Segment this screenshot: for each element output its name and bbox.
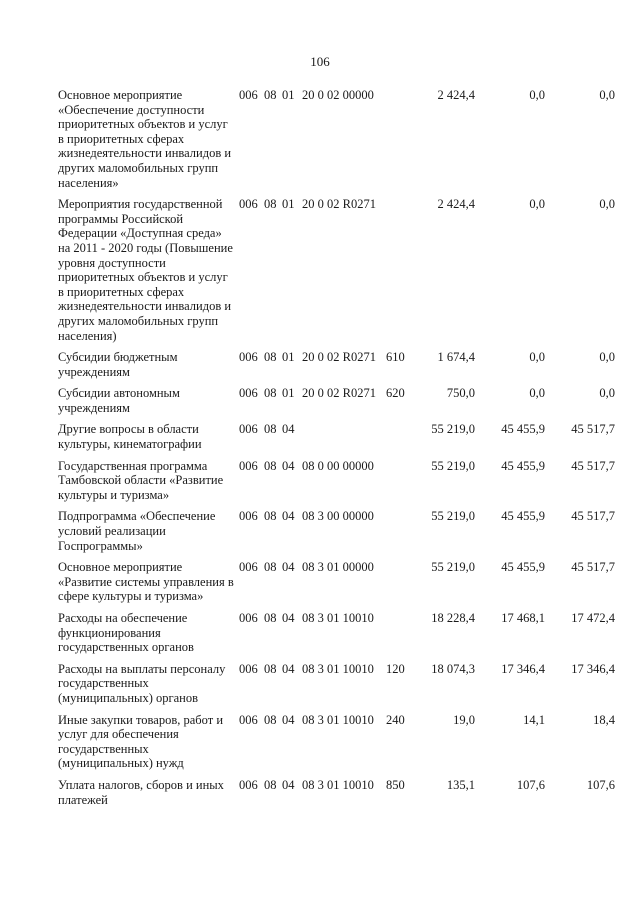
subsection-code: 01 [282, 197, 295, 212]
section-code: 08 [264, 509, 277, 524]
ministry-code: 006 [239, 350, 258, 365]
amount-year-3: 0,0 [599, 350, 615, 365]
table-row [0, 778, 640, 807]
amount-year-3: 45 517,7 [571, 422, 615, 437]
table-row [0, 560, 640, 604]
amount-year-2: 17 468,1 [501, 611, 545, 625]
amount-year-3: 45 517,7 [571, 560, 615, 575]
row-name: Субсидии бюджетным учреждениям [58, 350, 178, 379]
amount-year-2: 0,0 [529, 88, 545, 102]
target-article-code: 20 0 02 R0271 [302, 350, 376, 365]
amount-year-1: 18 228,4 [431, 611, 475, 625]
subsection-code: 04 [282, 611, 295, 625]
amount-year-1: 55 219,0 [431, 560, 475, 575]
ministry-code: 006 [239, 661, 258, 676]
section-code: 08 [264, 350, 277, 365]
table-row [0, 662, 640, 706]
row-name: Основное мероприятие «Обеспечение доступности приоритетных объектов и услуг в приоритетных сферах жизнедеятельности инвалидов и других маломобильных групп населения» [58, 88, 232, 190]
subsection-code: 01 [282, 88, 295, 102]
amount-year-2: 45 455,9 [501, 422, 545, 437]
table-row [0, 197, 640, 343]
section-code: 08 [264, 777, 277, 792]
ministry-code: 006 [239, 777, 258, 792]
amount-year-3: 0,0 [599, 386, 615, 401]
target-article-code: 20 0 02 R0271 [302, 386, 376, 401]
amount-year-1: 19,0 [453, 712, 475, 727]
row-name: Основное мероприятие «Развитие системы управления в сфере культуры и туризма» [58, 560, 234, 604]
target-article-code: 20 0 02 00000 [302, 88, 374, 102]
table-row [0, 459, 640, 503]
table-row [0, 509, 640, 553]
amount-year-3: 18,4 [593, 712, 615, 727]
subsection-code: 01 [282, 350, 295, 365]
target-article-code: 08 3 01 10010 [302, 777, 374, 792]
subsection-code: 04 [282, 661, 295, 676]
amount-year-3: 45 517,7 [571, 509, 615, 524]
ministry-code: 006 [239, 386, 258, 401]
row-name: Субсидии автономным учреждениям [58, 386, 180, 415]
amount-year-1: 135,1 [446, 777, 475, 792]
section-code: 08 [264, 386, 277, 401]
section-code: 08 [264, 560, 277, 575]
target-article-code: 08 0 00 00000 [302, 458, 374, 473]
subsection-code: 04 [282, 777, 295, 792]
table-row [0, 422, 640, 451]
row-name: Другие вопросы в области культуры, кинематографии [58, 422, 202, 452]
amount-year-1: 2 424,4 [437, 197, 475, 212]
amount-year-1: 750,0 [446, 386, 475, 401]
amount-year-3: 17 346,4 [571, 661, 615, 676]
amount-year-2: 0,0 [529, 386, 545, 401]
table-row [0, 713, 640, 771]
subsection-code: 01 [282, 386, 295, 401]
amount-year-1: 1 674,4 [437, 350, 475, 365]
ministry-code: 006 [239, 509, 258, 524]
amount-year-1: 55 219,0 [431, 422, 475, 437]
amount-year-2: 0,0 [529, 197, 545, 212]
subsection-code: 04 [282, 422, 295, 437]
table-row [0, 88, 640, 190]
expense-type-code: 620 [386, 386, 405, 401]
ministry-code: 006 [239, 197, 258, 212]
section-code: 08 [264, 458, 277, 473]
section-code: 08 [264, 661, 277, 676]
expense-type-code: 120 [386, 661, 405, 676]
amount-year-3: 0,0 [599, 88, 615, 102]
subsection-code: 04 [282, 509, 295, 524]
amount-year-2: 107,6 [516, 777, 545, 792]
ministry-code: 006 [239, 88, 258, 102]
amount-year-2: 17 346,4 [501, 661, 545, 676]
row-name: Расходы на обеспечение функционирования государственных органов [58, 611, 194, 655]
section-code: 08 [264, 611, 277, 625]
amount-year-1: 55 219,0 [431, 458, 475, 473]
amount-year-1: 18 074,3 [431, 661, 475, 676]
amount-year-2: 14,1 [523, 712, 545, 727]
amount-year-2: 45 455,9 [501, 458, 545, 473]
amount-year-1: 2 424,4 [437, 88, 475, 102]
section-code: 08 [264, 197, 277, 212]
target-article-code: 20 0 02 R0271 [302, 197, 376, 212]
table-row [0, 611, 640, 655]
target-article-code: 08 3 01 00000 [302, 560, 374, 575]
row-name: Расходы на выплаты персоналу государственных (муниципальных) органов [58, 661, 226, 705]
table-row [0, 386, 640, 415]
amount-year-3: 45 517,7 [571, 458, 615, 473]
target-article-code: 08 3 00 00000 [302, 509, 374, 524]
amount-year-3: 0,0 [599, 197, 615, 212]
ministry-code: 006 [239, 712, 258, 727]
table-row [0, 350, 640, 379]
row-name: Мероприятия государственной программы Российской Федерации «Доступная среда» на 2011 - 2020 годы (Повышение уровня доступности приоритетных объектов и услуг в приоритетных сферах жизнедеятельности инвалидов и других маломобильных групп населения) [58, 197, 233, 343]
section-code: 08 [264, 712, 277, 727]
amount-year-2: 45 455,9 [501, 509, 545, 524]
section-code: 08 [264, 422, 277, 437]
section-code: 08 [264, 88, 277, 102]
row-name: Государственная программа Тамбовской области «Развитие культуры и туризма» [58, 458, 224, 502]
target-article-code: 08 3 01 10010 [302, 611, 374, 625]
ministry-code: 006 [239, 458, 258, 473]
expense-type-code: 850 [386, 777, 405, 792]
page-number: 106 [310, 54, 330, 69]
target-article-code: 08 3 01 10010 [302, 712, 374, 727]
ministry-code: 006 [239, 560, 258, 575]
subsection-code: 04 [282, 712, 295, 727]
row-name: Иные закупки товаров, работ и услуг для обеспечения государственных (муниципальных) нужд [58, 712, 224, 771]
amount-year-3: 17 472,4 [571, 611, 615, 625]
amount-year-1: 55 219,0 [431, 509, 475, 524]
row-name: Уплата налогов, сборов и иных платежей [58, 777, 224, 807]
subsection-code: 04 [282, 458, 295, 473]
ministry-code: 006 [239, 611, 258, 625]
ministry-code: 006 [239, 422, 258, 437]
budget-table [0, 88, 640, 814]
target-article-code: 08 3 01 10010 [302, 661, 374, 676]
amount-year-2: 0,0 [529, 350, 545, 365]
amount-year-2: 45 455,9 [501, 560, 545, 575]
expense-type-code: 240 [386, 712, 405, 727]
amount-year-3: 107,6 [586, 777, 615, 792]
expense-type-code: 610 [386, 350, 405, 365]
row-name: Подпрограмма «Обеспечение условий реализации Госпрограммы» [58, 509, 216, 553]
subsection-code: 04 [282, 560, 295, 575]
